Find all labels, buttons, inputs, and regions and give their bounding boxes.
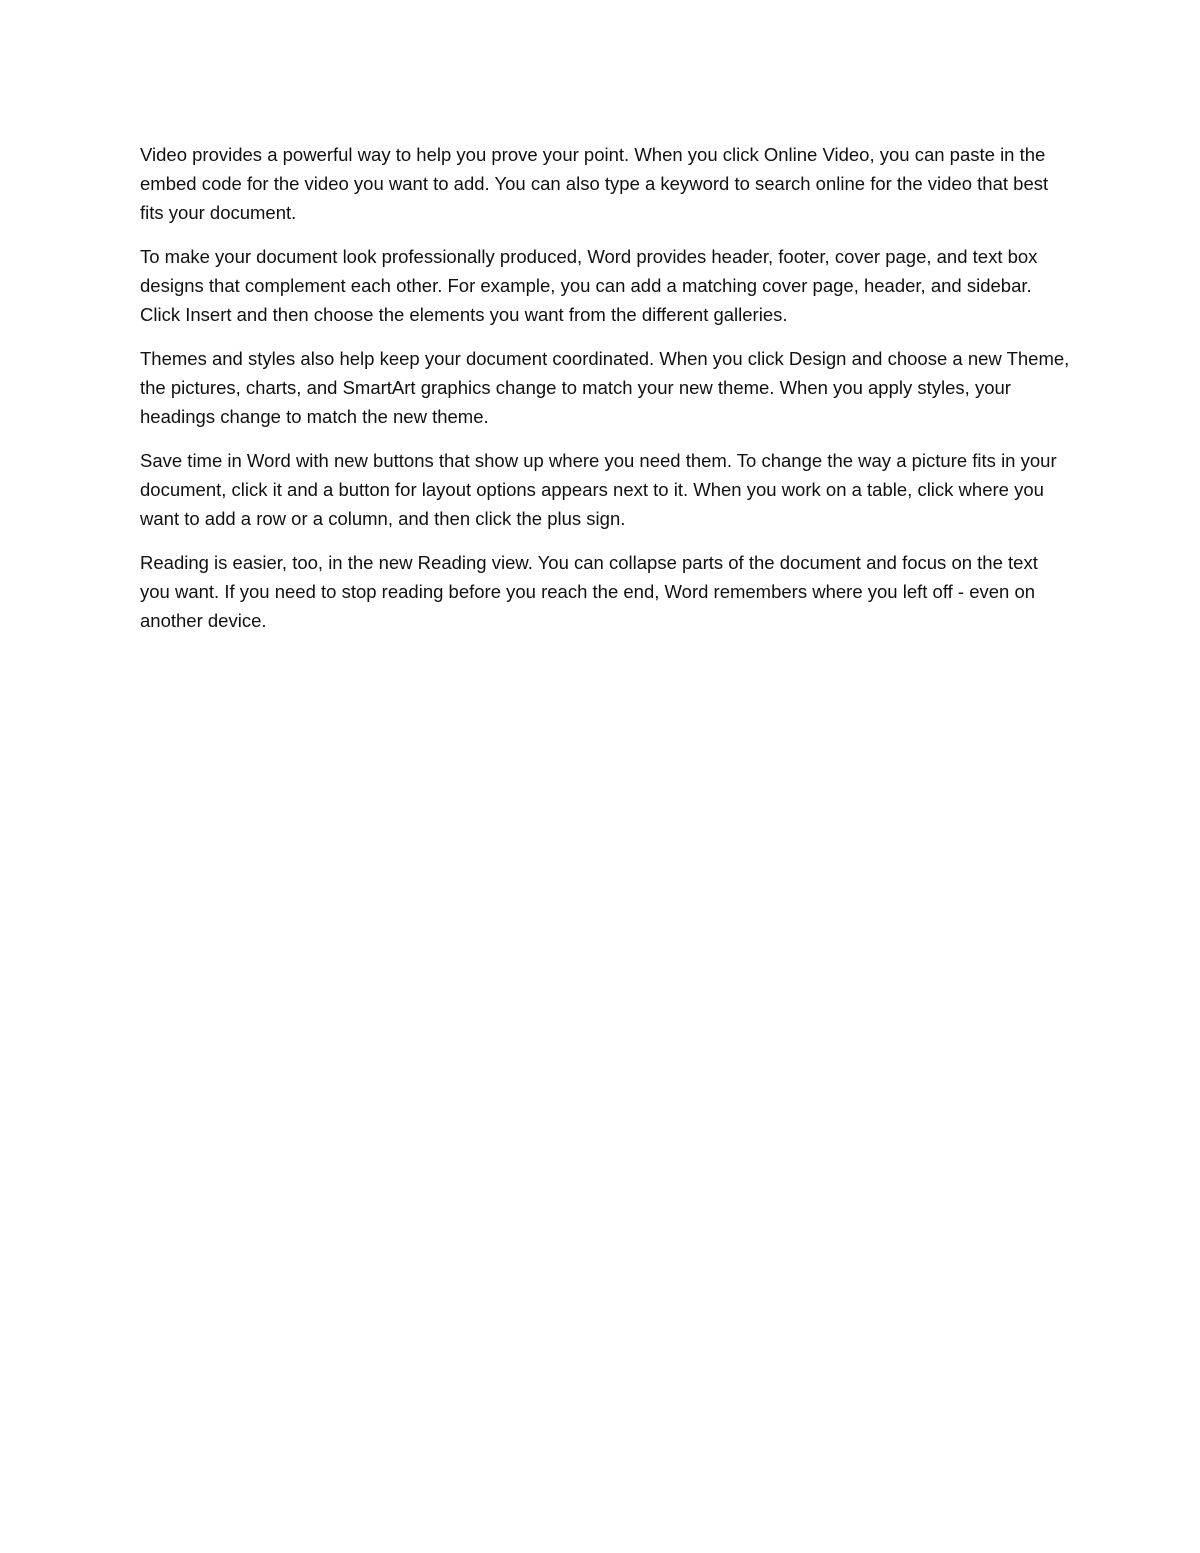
paragraph-save-time: Save time in Word with new buttons that show up where you need them. To change the way a picture fits in your document, click it and a button for layout options appears next to it. When you work on a table, click where you want to add a row or a column, and then click the plus sign. (140, 450, 1057, 529)
paragraph-professional-design: To make your document look professionally produced, Word provides header, footer, cover page, and text box designs that complement each other. For example, you can add a matching cover page, header, and sidebar. Click Insert and then choose the elements you want from the different galleries. (140, 246, 1038, 325)
paragraph-video: Video provides a powerful way to help you prove your point. When you click Online Video, you can paste in the embed code for the video you want to add. You can also type a keyword to search online for the video that best fits your document. (140, 144, 1049, 223)
paragraph-themes-styles: Themes and styles also help keep your document coordinated. When you click Design and choose a new Theme, the pictures, charts, and SmartArt graphics change to match your new theme. When you apply styles, your headings change to match the new theme. (140, 348, 1070, 427)
document-body (140, 140, 1070, 650)
paragraph-reading-view: Reading is easier, too, in the new Reading view. You can collapse parts of the document and focus on the text you want. If you need to stop reading before you reach the end, Word remembers where you left off - even on another device. (140, 552, 1038, 631)
